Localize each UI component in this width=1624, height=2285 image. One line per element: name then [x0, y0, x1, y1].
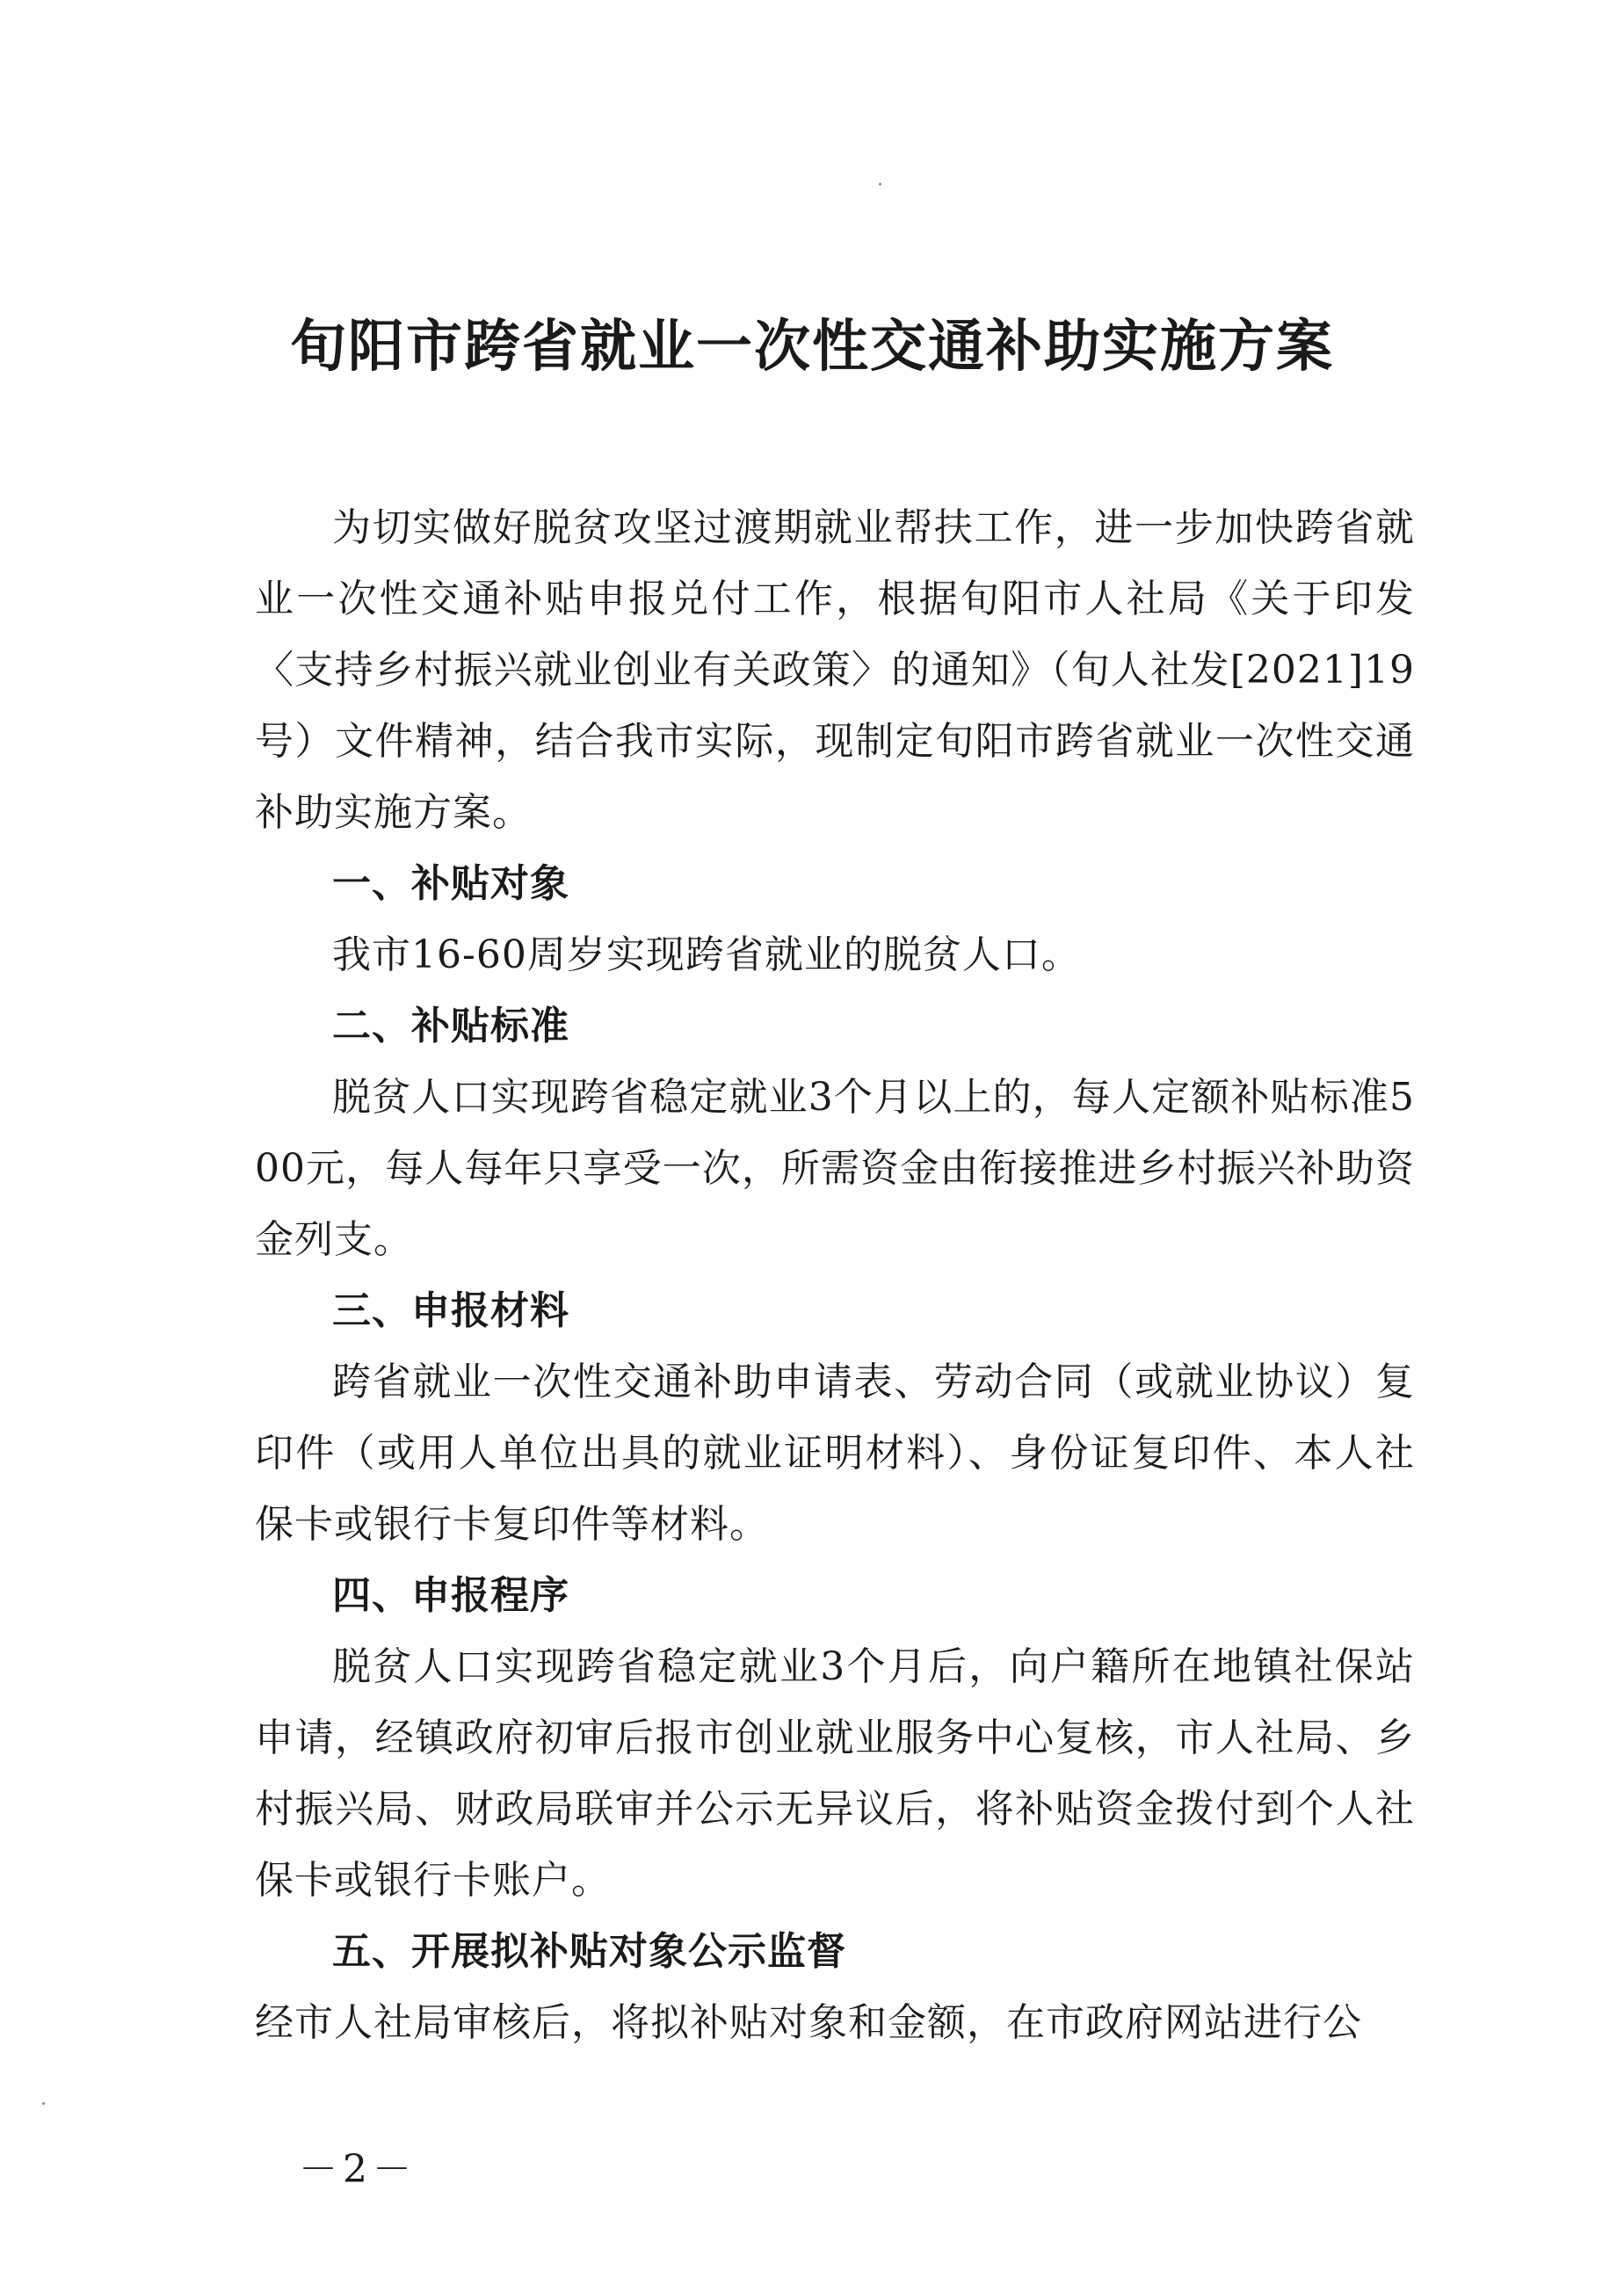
section-heading-5: 五、开展拟补贴对象公示监督 — [332, 1929, 846, 1974]
scan-speck — [879, 183, 881, 185]
section-text-4: 脱贫人口实现跨省稳定就业3个月后，向户籍所在地镇社保站申请，经镇政府初审后报市创业就业服务中心复核，市人社局、乡村振兴局、财政局联审并公示无异议后，将补贴资金拨付到个人社保卡或银行卡账户。 — [255, 1644, 1415, 1903]
section-text-5: 经市人社局审核后，将拟补贴对象和金额，在市政府网站进行公 — [255, 2000, 1362, 2045]
section-text-2: 脱贫人口实现跨省稳定就业3个月以上的，每人定额补贴标准500元，每人每年只享受一次，所需资金由衔接推进乡村振兴补助资金列支。 — [255, 1075, 1415, 1262]
intro-paragraph: 为切实做好脱贫攻坚过渡期就业帮扶工作，进一步加快跨省就业一次性交通补贴申报兑付工作，根据旬阳市人社局《关于印发〈支持乡村振兴就业创业有关政策〉的通知》（旬人社发[2021]19号）文件精神，结合我市实际，现制定旬阳市跨省就业一次性交通补助实施方案。 — [255, 505, 1415, 835]
page-number: －2－ — [299, 2147, 417, 2192]
section-heading-3: 三、申报材料 — [332, 1288, 569, 1333]
section-heading-4: 四、申报程序 — [332, 1573, 569, 1618]
section-text-1: 我市16-60周岁实现跨省就业的脱贫人口。 — [332, 932, 1081, 977]
section-text-3: 跨省就业一次性交通补助申请表、劳动合同（或就业协议）复印件（或用人单位出具的就业证明材料）、身份证复印件、本人社保卡或银行卡复印件等材料。 — [255, 1360, 1415, 1547]
scan-speck — [42, 2102, 45, 2105]
section-heading-1: 一、补贴对象 — [332, 861, 569, 906]
document-body — [255, 492, 1415, 2058]
section-heading-2: 二、补贴标准 — [332, 1004, 569, 1048]
document-title: 旬阳市跨省就业一次性交通补助实施方案 — [290, 314, 1334, 380]
